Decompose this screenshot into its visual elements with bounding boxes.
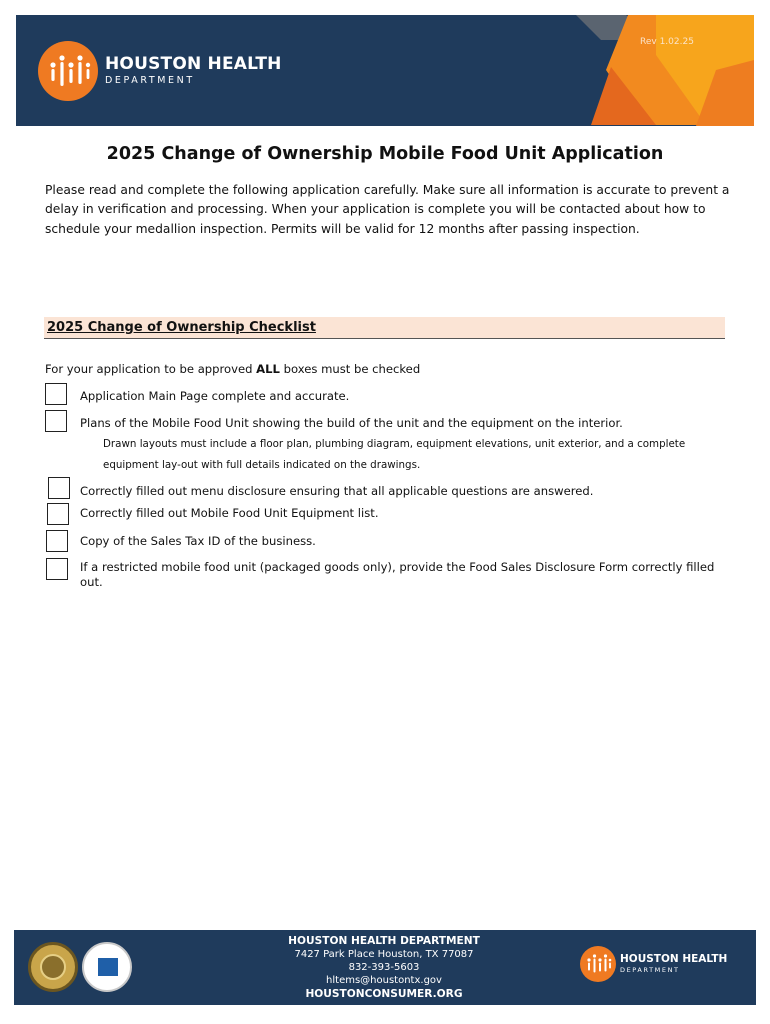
city-seal-icon (28, 942, 78, 992)
footer-logo-subtitle: DEPARTMENT (620, 966, 680, 974)
footer-website[interactable]: HOUSTONCONSUMER.ORG (305, 988, 463, 1000)
accreditation-seal-icon (82, 942, 132, 992)
footer-phone: 832-393-5603 (348, 962, 420, 973)
logo-title: HOUSTON HEALTH (105, 54, 282, 74)
footer-logo-title: HOUSTON HEALTH (620, 953, 728, 965)
footer-logo-icon (580, 946, 616, 982)
footer-org: HOUSTON HEALTH DEPARTMENT (288, 935, 480, 947)
footer-email[interactable]: hltems@houstontx.gov (326, 975, 442, 986)
checkbox-menu-disclosure[interactable] (48, 477, 70, 499)
logo-subtitle: DEPARTMENT (105, 75, 195, 86)
intro-paragraph: Please read and complete the following application carefully. Make sure all information is accurate to prevent a delay in verification and processing. When your application is complete you will be contacted about how to schedule your medallion inspection. Permits will be valid for 12 months after passing inspection. (45, 183, 730, 236)
hhd-logo-icon (38, 41, 98, 101)
checklist-instruction: For your application to be approved ALL boxes must be checked (45, 362, 421, 376)
plans-note-line1: Drawn layouts must include a floor plan, plumbing diagram, equipment elevations, unit exterior, and a complete (103, 438, 686, 450)
checklist-item: Application Main Page complete and accurate. (80, 389, 350, 403)
checkbox-unit-plans[interactable] (45, 410, 67, 432)
checkbox-sales-tax-id[interactable] (46, 530, 68, 552)
checkbox-food-sales-disclosure[interactable] (46, 558, 68, 580)
checklist-item: Copy of the Sales Tax ID of the business. (80, 534, 316, 548)
footer-hhd-logo (580, 946, 727, 982)
footer-contact (259, 934, 509, 1001)
checklist-item: If a restricted mobile food unit (packaged goods only), provide the Food Sales Disclosure Form correctly filled out. (80, 560, 715, 589)
footer-address: 7427 Park Place Houston, TX 77087 (294, 949, 474, 960)
checklist-item: Plans of the Mobile Food Unit showing the build of the unit and the equipment on the interior. (80, 416, 623, 430)
checklist-item: Correctly filled out menu disclosure ensuring that all applicable questions are answered. (80, 484, 594, 498)
checklist-heading-bar (44, 317, 725, 339)
plans-note-line2: equipment lay-out with full details indicated on the drawings. (103, 459, 421, 471)
checkbox-equipment-list[interactable] (47, 503, 69, 525)
checkbox-main-page[interactable] (45, 383, 67, 405)
revision-label: Rev 1.02.25 (640, 37, 694, 47)
page-title: 2025 Change of Ownership Mobile Food Unit Application (106, 144, 664, 164)
footer-banner (14, 930, 756, 1005)
checklist-item: Correctly filled out Mobile Food Unit Equipment list. (80, 506, 379, 520)
header-banner (16, 15, 754, 126)
checklist-heading: 2025 Change of Ownership Checklist (47, 320, 316, 335)
hhd-logo (38, 41, 282, 101)
